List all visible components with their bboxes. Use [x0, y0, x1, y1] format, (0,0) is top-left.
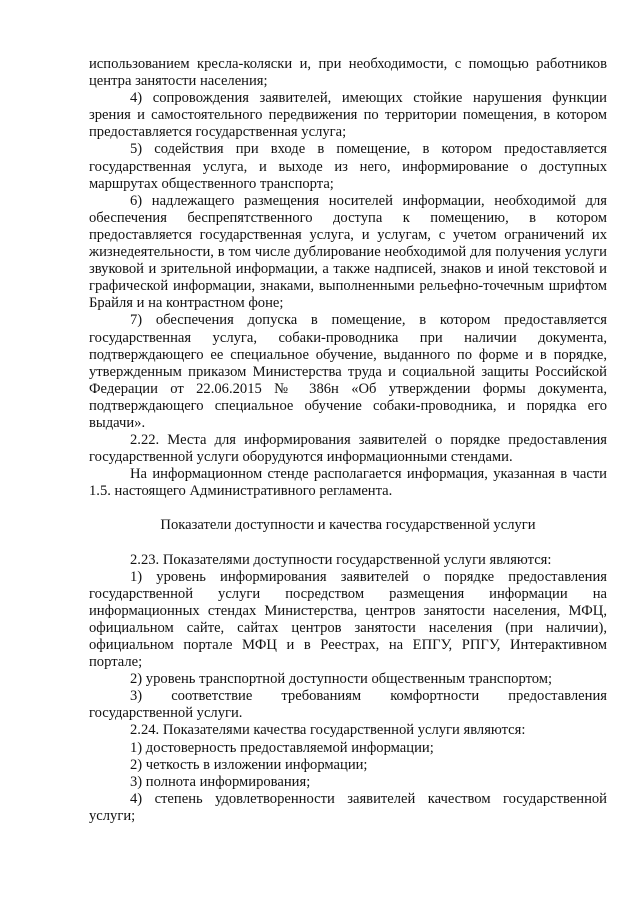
paragraph-item-7: 7) обеспечения допуска в помещение, в котором предоставляется государственная услуга, собаки-проводника при наличии документа, подтверждающего ее специальное обучение, выданного по форме и в порядке, утвержденным приказом Министерства труда и социальной защиты Российской Федерации от 22.06.2015 № 386н «Об утверждении формы документа, подтверждающего специальное обучение собаки-проводника, и порядка его выдачи». — [89, 312, 607, 431]
paragraph-2-24: 2.24. Показателями качества государственной услуги являются: — [130, 722, 526, 739]
paragraph-item-4: 4) сопровождения заявителей, имеющих стойкие нарушения функции зрения и самостоятельного передвижения по территории помещения, в котором предоставляется государственная услуга; — [89, 90, 607, 141]
paragraph-availability-1: 1) уровень информирования заявителей о порядке предоставления государственной услуги посредством размещения информации на информационных стендах Министерства, центров занятости населения, МФЦ, официальном сайте, сайтах центров занятости населения (при наличии), официальном портале МФЦ и в Реестрах, на ЕПГУ, РПГУ, Интерактивном портале; — [89, 568, 607, 671]
paragraph-availability-2: 2) уровень транспортной доступности общественным транспортом; — [130, 671, 553, 688]
paragraph-2-22: 2.22. Места для информирования заявителей о порядке предоставления государственной услуги оборудуются информационными стендами. — [89, 432, 607, 466]
paragraph-item-5: 5) содействия при входе в помещение, в котором предоставляется государственная услуга, и выходе из него, информирование о доступных маршрутах общественного транспорта; — [89, 141, 607, 192]
paragraph-quality-3: 3) полнота информирования; — [130, 773, 311, 790]
paragraph-quality-1: 1) достоверность предоставляемой информации; — [130, 739, 434, 756]
paragraph-2-23: 2.23. Показателями доступности государственной услуги являются: — [130, 551, 552, 568]
paragraph-quality-4: 4) степень удовлетворенности заявителей качеством государственной услуги; — [89, 790, 607, 824]
paragraph-quality-2: 2) четкость в изложении информации; — [130, 756, 368, 773]
paragraph-info-stand: На информационном стенде располагается информация, указанная в части 1.5. настоящего Административного регламента. — [89, 466, 607, 500]
paragraph-availability-3: 3) соответствие требованиям комфортности предоставления государственной услуги. — [89, 688, 607, 722]
paragraph-continuation: использованием кресла-коляски и, при необходимости, с помощью работников центра занятости населения; — [89, 56, 607, 90]
paragraph-item-6: 6) надлежащего размещения носителей информации, необходимой для обеспечения беспрепятственного доступа к помещению, в котором предоставляется государственная услуга, и услугам, с учетом ограничений их жизнедеятельности, в том числе дублирование необходимой для получения услуги звуковой и зрительной информации, а также надписей, знаков и иной текстовой и графической информации, знаками, выполненными рельефно-точечным шрифтом Брайля и на контрастном фоне; — [89, 192, 607, 312]
section-heading: Показатели доступности и качества государственной услуги — [160, 517, 536, 534]
